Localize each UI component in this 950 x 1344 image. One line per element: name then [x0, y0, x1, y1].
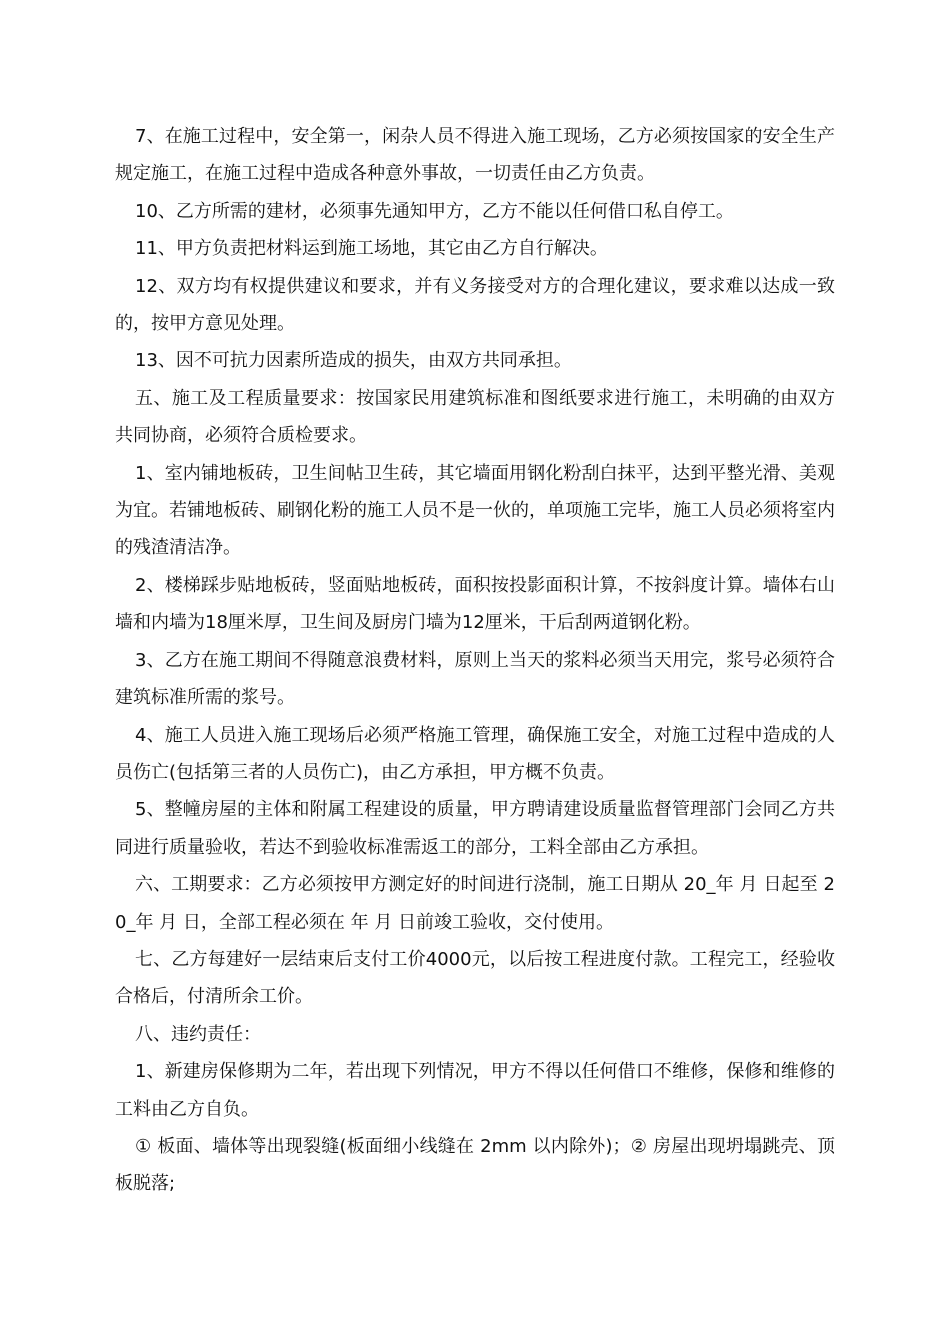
section-heading-payment: 七、乙方每建好一层结束后支付工价4000元，以后按工程进度付款。工程完工，经验收合格后，付清所余工价。 [115, 948, 835, 1008]
section-heading-schedule: 六、工期要求：乙方必须按甲方测定好的时间进行浇制，施工日期从 20_年 月 日起至 20_年 月 日，全部工程必须在 年 月 日前竣工验收，交付使用。 [115, 874, 835, 933]
section-heading-quality: 五、施工及工程质量要求：按国家民用建筑标准和图纸要求进行施工，未明确的由双方共同协商，必须符合质检要求。 [115, 387, 835, 447]
quality-item-5: 5、整幢房屋的主体和附属工程建设的质量，甲方聘请建设质量监督管理部门会同乙方共同进行质量验收，若达不到验收标准需返工的部分，工料全部由乙方承担。 [115, 799, 835, 858]
quality-item-2: 2、楼梯踩步贴地板砖，竖面贴地板砖，面积按投影面积计算，不按斜度计算。墙体右山墙和内墙为18厘米厚，卫生间及厨房门墙为12厘米，干后刮两道钢化粉。 [115, 574, 835, 634]
paragraph-item-10: 10、乙方所需的建材，必须事先通知甲方，乙方不能以任何借口私自停工。 [135, 200, 734, 222]
quality-item-3: 3、乙方在施工期间不得随意浪费材料，原则上当天的浆料必须当天用完，浆号必须符合建筑标准所需的浆号。 [115, 649, 835, 709]
liability-item-1: 1、新建房保修期为二年，若出现下列情况，甲方不得以任何借口不维修，保修和维修的工料由乙方自负。 [115, 1061, 835, 1120]
quality-item-4: 4、施工人员进入施工现场后必须严格施工管理，确保施工安全，对施工过程中造成的人员伤亡(包括第三者的人员伤亡)，由乙方承担，甲方概不负责。 [115, 724, 835, 783]
paragraph-item-11: 11、甲方负责把材料运到施工场地，其它由乙方自行解决。 [135, 238, 608, 260]
section-heading-liability: 八、违约责任： [135, 1023, 261, 1045]
paragraph-item-7: 7、在施工过程中，安全第一，闲杂人员不得进入施工现场，乙方必须按国家的安全生产规定施工，在施工过程中造成各种意外事故，一切责任由乙方负责。 [115, 126, 835, 185]
document-body [115, 118, 835, 1203]
paragraph-item-13: 13、因不可抗力因素所造成的损失，由双方共同承担。 [135, 350, 572, 372]
liability-subitems: ① 板面、墙体等出现裂缝(板面细小线缝在 2mm 以内除外)；② 房屋出现坍塌跳壳、顶板脱落; [115, 1135, 835, 1195]
quality-item-1: 1、室内铺地板砖，卫生间帖卫生砖，其它墙面用钢化粉刮白抹平，达到平整光滑、美观为宜。若铺地板砖、刷钢化粉的施工人员不是一伙的，单项施工完毕，施工人员必须将室内的残渣清洁净。 [115, 462, 835, 559]
paragraph-item-12: 12、双方均有权提供建议和要求，并有义务接受对方的合理化建议，要求难以达成一致的，按甲方意见处理。 [115, 275, 835, 335]
